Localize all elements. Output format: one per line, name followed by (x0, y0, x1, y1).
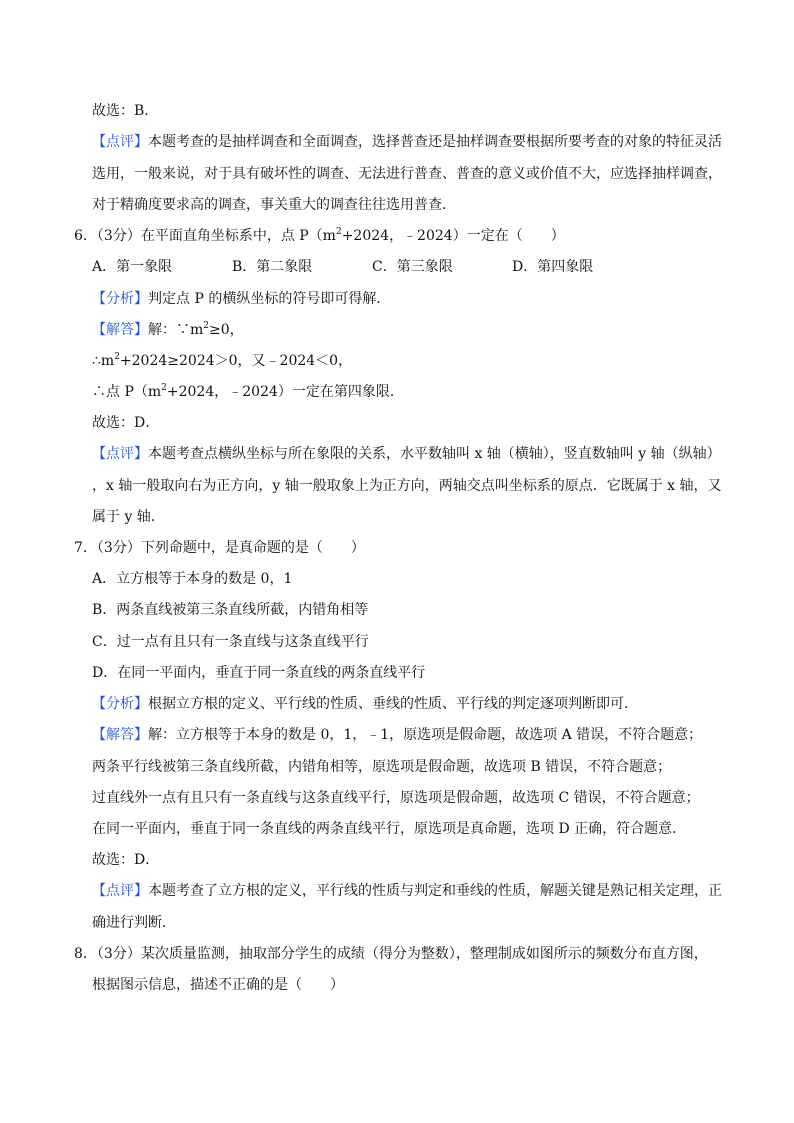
choice-a: A．立方根等于本身的数是 0，1 (92, 571, 293, 587)
analysis-line: 【分析】根据立方根的定义、平行线的性质、垂线的性质、平行线的判定逐项判断即可． (92, 696, 638, 712)
comment-line: 【点评】本题考查点横纵坐标与所在象限的关系，水平数轴叫 x 轴（横轴），竖直数轴叫 y 轴（纵轴） (92, 446, 721, 462)
analysis-tag: 【分析】 (92, 291, 148, 307)
choice-b: B．第二象限 (232, 259, 313, 275)
answer-line: 故选：D． (92, 415, 160, 431)
comment-tag: 【点评】 (92, 883, 148, 899)
question-8: 8．（3分）某次质量监测，抽取部分学生的成绩（得分为整数），整理制成如图所示的频数分布直方图， (74, 946, 708, 962)
choice-c: C．第三象限 (372, 259, 453, 275)
solution-tag: 【解答】 (92, 727, 148, 743)
choice-c: C．过一点有且只有一条直线与这条直线平行 (92, 634, 369, 650)
choice-a: A．第一象限 (92, 259, 173, 275)
analysis-line: 【分析】判定点 P 的横纵坐标的符号即可得解． (92, 291, 391, 307)
solution-line: 两条平行线被第三条直线所截，内错角相等，原选项是假命题，故选项 B 错误，不符合题意； (92, 759, 672, 775)
analysis-tag: 【分析】 (92, 696, 148, 712)
question-8-line: 根据图示信息，描述不正确的是（ ） (92, 977, 344, 993)
question-6-choices (92, 257, 593, 277)
choice-d: D．在同一平面内，垂直于同一条直线的两条直线平行 (92, 665, 426, 681)
comment-line: 选用，一般来说，对于具有破坏性的调查、无法进行普查、普查的意义或价值不大，应选择抽样调查， (92, 166, 722, 182)
comment-line: ，x 轴一般取向右为正方向，y 轴一般取象上为正方向，两轴交点叫坐标系的原点．它既属于 x 轴，又 (92, 478, 722, 494)
solution-line: 【解答】解：立方根等于本身的数是 0，1，﹣1，原选项是假命题，故选项 A 错误，不符合题意； (92, 727, 703, 743)
answer-line: 故选：D． (92, 852, 160, 868)
question-6: 6．（3分）在平面直角坐标系中，点 $P(m^2+2024$，﹣2024）一定在（ ） (74, 227, 565, 244)
comment-line: 对于精确度要求高的调查，事关重大的调查往往选用普查． (92, 197, 456, 213)
comment-tag: 【点评】 (92, 134, 148, 150)
comment-line: 属于 y 轴． (92, 509, 165, 525)
solution-line: 【解答】解：$\because m^2\ge 0$， (92, 321, 244, 338)
solution-tag: 【解答】 (92, 322, 148, 338)
comment-line: 【点评】本题考查了立方根的定义，平行线的性质与判定和垂线的性质，解题关键是熟记相关定理，正 (92, 883, 722, 899)
comment-line: 确进行判断． (92, 915, 176, 931)
comment-line: 【点评】本题考查的是抽样调查和全面调查，选择普查还是抽样调查要根据所要考查的对象的特征灵活 (92, 134, 722, 150)
solution-line: 过直线外一点有且只有一条直线与这条直线平行，原选项是假命题，故选项 C 错误，不符合题意； (92, 790, 700, 806)
choice-d: D．第四象限 (512, 259, 594, 275)
choice-b: B．两条直线被第三条直线所截，内错角相等 (92, 602, 369, 618)
solution-line: 在同一平面内，垂直于同一条直线的两条直线平行，原选项是真命题，选项 D 正确，符合题意． (92, 821, 687, 837)
comment-tag: 【点评】 (92, 446, 148, 462)
solution-line: ∴点 $P(m^2+2024$，﹣2024）一定在第四象限． (92, 383, 404, 400)
question-7: 7．（3分）下列命题中，是真命题的是（ ） (74, 540, 365, 556)
solution-line: $\therefore m^2+2024\ge 2024>0$，又﹣2024＜0， (92, 352, 353, 369)
answer-line: 故选：B． (92, 103, 159, 119)
